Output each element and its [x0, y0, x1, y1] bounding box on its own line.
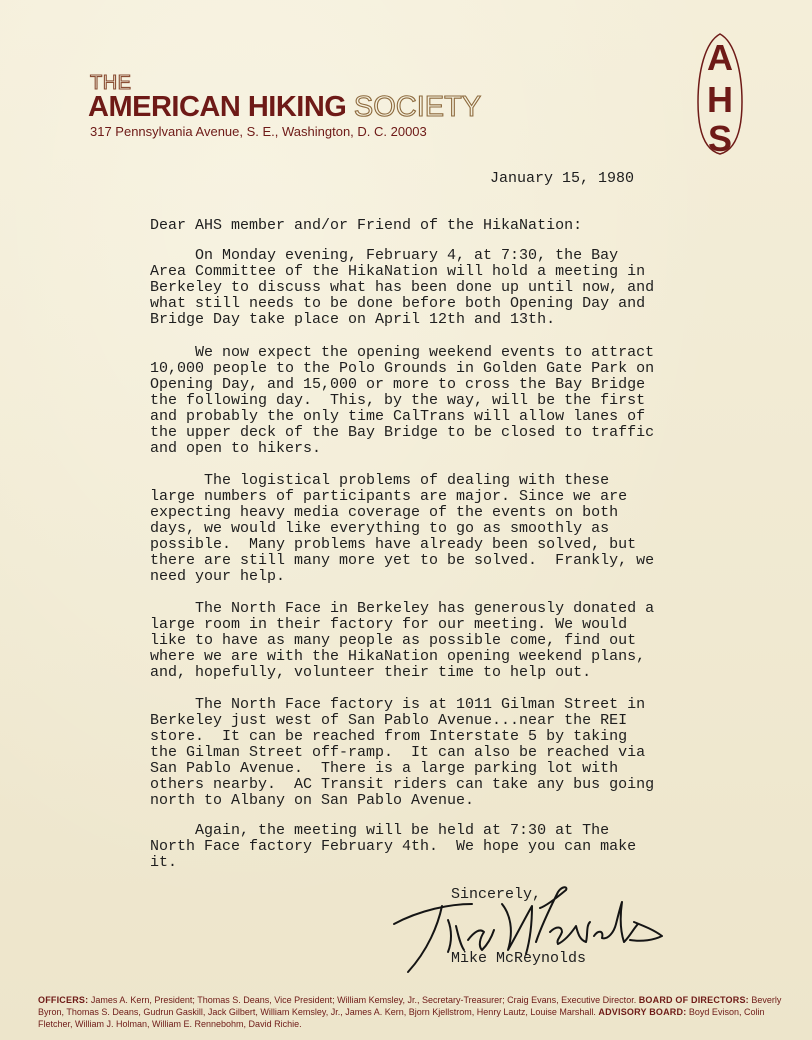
ahs-logo	[695, 32, 745, 156]
board-label: BOARD OF DIRECTORS:	[638, 995, 749, 1005]
board-list: Beverly Byron, Thomas S. Deans, Gudrun Gaskill, Jack Gilbert, William Kemsley, Jr., James A. Kern, Bjorn Kjellstrom, Henry Lautz, Louise Marshall.	[38, 995, 782, 1017]
closing: Sincerely,	[451, 886, 542, 903]
letterhead-the: THE	[90, 72, 132, 94]
letter-date: January 15, 1980	[490, 170, 635, 187]
body-paragraph-6: Again, the meeting will be held at 7:30 at The North Face factory February 4th. We hope you can make it.	[150, 822, 637, 871]
body-paragraph-3: The logistical problems of dealing with these large numbers of participants are major. Since we are expecting heavy media coverage of the events on both days, we would like everything to go as smoothly as possible. Many problems have already been solved, but there are still many more yet to be solved. Frankly, we need your help.	[150, 472, 655, 585]
advisory-list: Boyd Evison, Colin Fletcher, William J. Holman, William E. Rennebohm, David Richie.	[38, 1007, 765, 1029]
body-paragraph-5: The North Face factory is at 1011 Gilman Street in Berkeley just west of San Pablo Avenue...near the REI store. It can be reached from Interstate 5 by taking the Gilman Street off-ramp. It can also be reached via San Pablo Avenue. There is a large parking lot with others nearby. AC Transit riders can take any bus going north to Albany on San Pablo Avenue.	[150, 696, 655, 809]
body-paragraph-4: The North Face in Berkeley has generously donated a large room in their factory for our meeting. We would like to have as many people as possible come, find out where we are with the HikaNation opening weekend plans, and, hopefully, volunteer their time to help out.	[150, 600, 655, 681]
letterhead-footer	[38, 994, 798, 1030]
logo-letter-h: H	[707, 79, 733, 120]
letterhead-name-solid: AMERICAN HIKING	[88, 91, 347, 123]
logo-letter-a: A	[707, 37, 733, 78]
logo-letter-s: S	[707, 118, 733, 156]
officers-label: OFFICERS:	[38, 995, 89, 1005]
letterhead-address: 317 Pennsylvania Avenue, S. E., Washington, D. C. 20003	[90, 124, 427, 139]
body-paragraph-1: On Monday evening, February 4, at 7:30, the Bay Area Committee of the HikaNation will hold a meeting in Berkeley to discuss what has been done up until now, and what still needs to be done before both Opening Day and Bridge Day take place on April 12th and 13th.	[150, 247, 655, 328]
body-paragraph-2: We now expect the opening weekend events to attract 10,000 people to the Polo Grounds in Golden Gate Park on Opening Day, and 15,000 or more to cross the Bay Bridge the following day. This, by the way, will be the first and probably the only time CalTrans will allow lanes of the upper deck of the Bay Bridge to be closed to traffic and open to hikers.	[150, 344, 655, 457]
signer-name: Mike McReynolds	[451, 950, 587, 967]
advisory-label: ADVISORY BOARD:	[598, 1007, 687, 1017]
letterhead-organization-name	[88, 91, 481, 123]
salutation: Dear AHS member and/or Friend of the HikaNation:	[150, 217, 583, 234]
officers-list: James A. Kern, President; Thomas S. Deans, Vice President; William Kemsley, Jr., Secretary-Treasurer; Craig Evans, Executive Director.	[90, 995, 637, 1005]
letterhead-name-outline: SOCIETY	[353, 91, 482, 123]
